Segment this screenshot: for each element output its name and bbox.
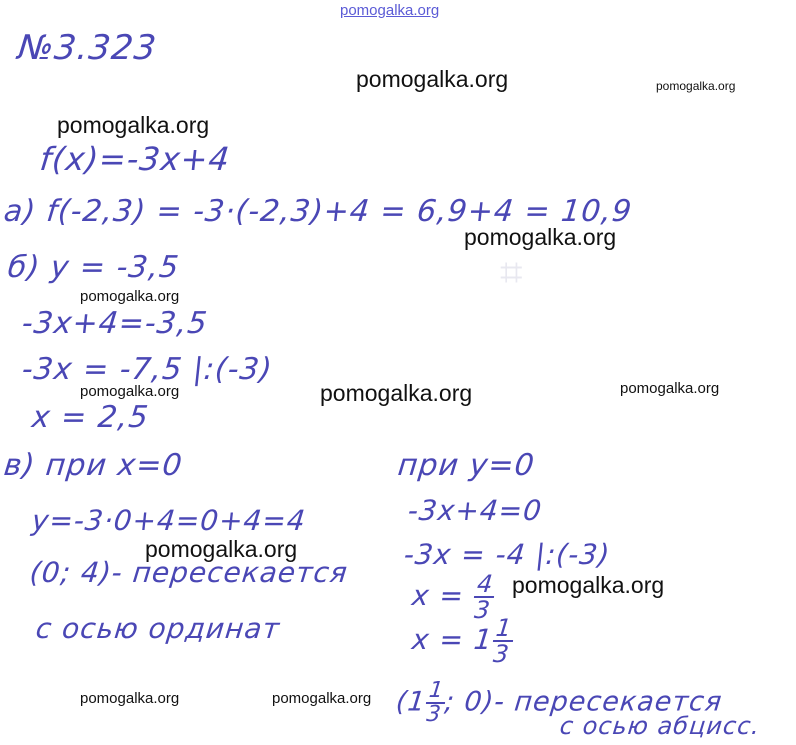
watermark: pomogalka.org (80, 383, 180, 400)
watermark: pomogalka.org (464, 224, 617, 250)
problem-number: №3.323 (15, 28, 159, 68)
part-c-right-axis: с осью абцисс. (558, 712, 762, 740)
point-open: (1 (394, 686, 428, 718)
fraction-numerator: 1 (427, 678, 446, 703)
bleed-through-marks: ⌗ (500, 250, 523, 296)
fraction-numerator: 1 (494, 614, 514, 642)
watermark: pomogalka.org (356, 66, 509, 92)
part-c-right-condition: при y=0 (396, 448, 537, 483)
part-c-right-x-fraction (409, 572, 496, 622)
fraction (490, 616, 516, 666)
part-a-line: a) f(-2,3) = -3·(-2,3)+4 = 6,9+4 = 10,9 (2, 194, 634, 229)
part-b-step2: -3x = -7,5 |:(-3) (20, 352, 275, 387)
watermark: pomogalka.org (620, 380, 720, 397)
watermark: pomogalka.org (57, 112, 210, 138)
watermark: pomogalka.org (512, 572, 665, 598)
fraction-denominator: 3 (425, 702, 443, 727)
part-c-right-x-mixed (409, 616, 515, 666)
x-prefix: x = (410, 579, 476, 612)
watermark: pomogalka.org (80, 288, 180, 305)
part-c-left-point: (0; 4)- пересекается (28, 556, 350, 589)
part-c-left-axis: с осью ординат (34, 612, 282, 645)
fraction (471, 572, 497, 622)
x-mixed-prefix: x = 1 (410, 623, 495, 656)
fraction-denominator: 3 (473, 596, 493, 624)
part-c-right-step1: -3x+4=0 (406, 494, 544, 527)
part-b-answer: x = 2,5 (30, 400, 151, 435)
watermark: pomogalka.org (145, 536, 298, 562)
part-b-step1: -3x+4=-3,5 (20, 306, 210, 341)
part-c-left-calc: y=-3·0+4=0+4=4 (30, 504, 308, 537)
watermark: pomogalka.org (320, 380, 473, 406)
watermark: pomogalka.org (80, 690, 180, 707)
function-definition: f(x)=-3x+4 (38, 140, 232, 178)
fraction (423, 680, 447, 726)
watermark: pomogalka.org (272, 690, 372, 707)
fraction-numerator: 4 (475, 570, 495, 598)
point-close: ; 0)- пересекается (443, 686, 724, 718)
watermark-top: pomogalka.org (340, 2, 440, 19)
fraction-denominator: 3 (491, 640, 512, 668)
part-b-condition: б) y = -3,5 (6, 250, 182, 285)
part-c-left-condition: в) при x=0 (2, 448, 185, 483)
watermark: pomogalka.org (656, 79, 736, 93)
part-c-right-step2: -3x = -4 |:(-3) (402, 538, 612, 571)
